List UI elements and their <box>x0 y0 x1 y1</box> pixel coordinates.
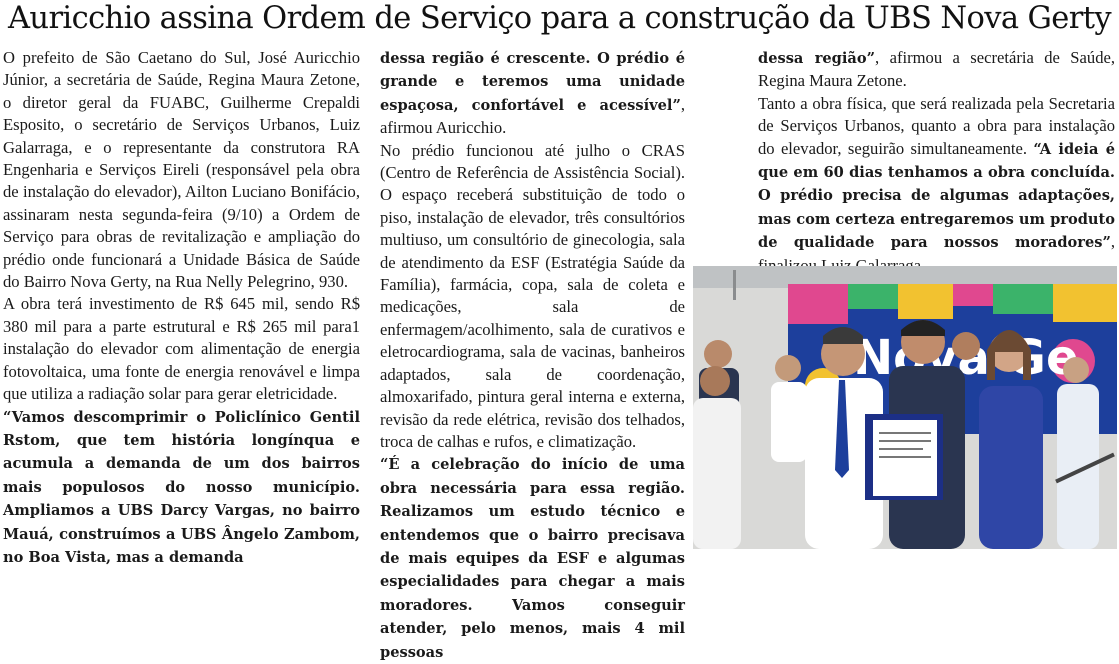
banner-text: Ge <box>1006 330 1079 386</box>
quote-attribution-mayor: , afirmou Auricchio. <box>380 94 685 138</box>
quote-mayor <box>3 406 360 570</box>
quote-mayor-end: dessa região é crescente. O prédio é grande e teremos uma unidade espaçosa, confortável e acessível” <box>380 50 685 114</box>
paragraph-investment: A obra terá investimento de R$ 645 mil, sendo R$ 380 mil para a parte estrutural e R$ 265 mil para1 instalação do elevador com alimentação de energia fotovoltaica, uma fonte de energia renovável e limpa que utiliza a radiação solar para gerar eletricidade. <box>3 294 360 404</box>
quote-health-secretary-text: “É a celebração do início de uma obra necessária para essa região. Realizamos um estudo técnico e entendemos que o bairro precisava de mais equipes da ESF e algumas especialidades para chegar a mais moradores. Vamos conseguir atender, pelo menos, mais 4 mil pessoas <box>380 456 685 661</box>
quote-health-secretary-end: dessa região” <box>758 50 876 67</box>
article-headline: Auricchio assina Ordem de Serviço para a construção da UBS Nova Gerty <box>7 1 1112 36</box>
paragraph-building: No prédio funcionou até julho o CRAS (Centro de Referência de Assistência Social). O espaço receberá substituição de todo o piso, instalação de elevador, três consultórios multiuso, um consultório de ginecologia, sala de atendimento da ESF (Estratégia Saúde da Família), farmácia, copa, sala de coleta e medicações, sala de enfermagem/acolhimento, sala de curativos e eletrocardiograma, sala de vacinas, banheiros adaptados, sala de coordenação, almoxarifado, pintura geral interna e externa, revisão da rede elétrica, revisão dos telhados, troca de calhas e rufos, e climatização. <box>380 140 685 451</box>
quote-attribution-urban: , <box>1110 232 1115 252</box>
article-column-2 <box>380 47 685 664</box>
photo-illustration <box>693 266 1117 549</box>
paragraph-simultaneous-works <box>758 93 1115 277</box>
quote-mayor-continued <box>380 47 685 140</box>
works-text: Tanto a obra física, que será realizada pela Secretaria de Serviços Urbanos, quanto a obra para instalação do elevador, seguirão simultaneamente. <box>758 93 1115 158</box>
article-photo <box>693 266 1117 549</box>
quote-urban-secretary: “A ideia é que em 60 dias tenhamos a obra concluída. O prédio precisa de algumas adaptações, mas com certeza entregaremos um produto de qualidade para nossos moradores” <box>758 140 1115 252</box>
quote-health-secretary-continued <box>758 47 1115 93</box>
signed-document <box>865 414 943 500</box>
quote-mayor-text: “Vamos descomprimir o Policlínico Gentil Rstom, que tem história longínqua e acumula a demanda de um dos bairros mais populosos do nosso município. Ampliamos a UBS Darcy Vargas, no bairro Mauá, construímos a UBS Ângelo Zambom, no Boa Vista, mas a demanda <box>3 408 360 566</box>
article-column-3 <box>758 47 1115 277</box>
paragraph-intro: O prefeito de São Caetano do Sul, José Auricchio Júnior, a secretária de Saúde, Regina Maura Zetone, o diretor geral da FUABC, Guilherme Crepaldi Esposito, o secretário de Serviços Urbanos, Luiz Galarraga, e o representante da construtora RA Engenharia e Serviços Eireli (responsável pela obra de instalação do elevador), Ailton Luciano Bonifácio, assinaram nesta segunda-feira (9/10) a Ordem de Serviço para obras de revitalização e ampliação do prédio onde funcionará a Unidade Básica de Saúde do Bairro Nova Gerty, na Rua Nelly Pelegrino, 930. <box>3 48 360 292</box>
quote-attribution-health: , afirmou a secretária de Saúde, Regina Maura Zetone. <box>758 48 1116 91</box>
article-column-1 <box>3 47 360 569</box>
quote-health-secretary <box>380 453 685 664</box>
